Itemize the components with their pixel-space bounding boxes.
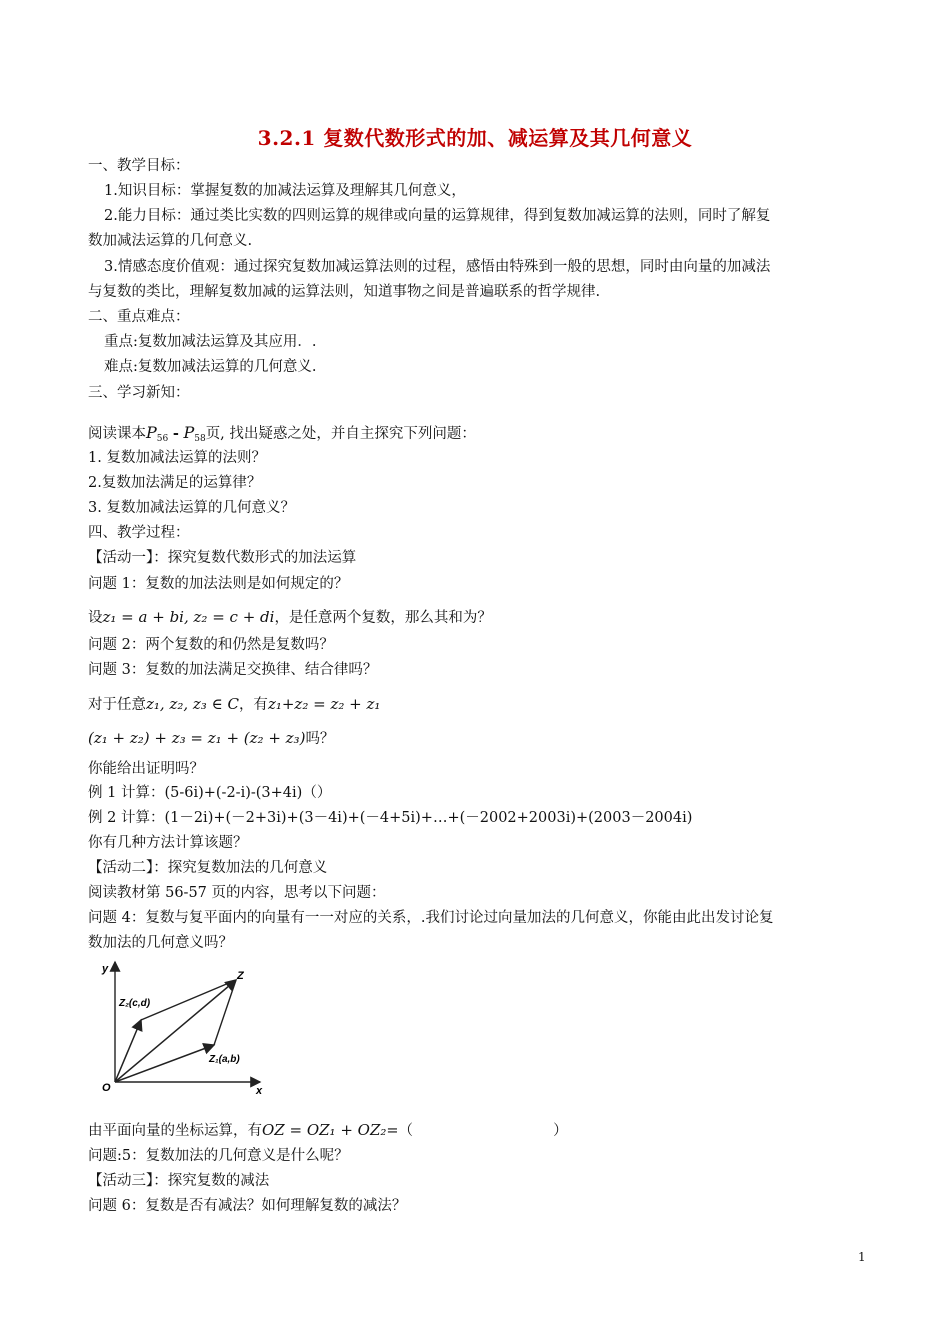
- formula-oz: OZ = OZ₁ + OZ₂: [262, 1121, 387, 1139]
- complex-addition-figure: [88, 958, 266, 1100]
- problem-5: 问题:5：复数加法的几何意义是什么呢？: [88, 1148, 349, 1164]
- activity-2-heading: 【活动二】：探究复数加法的几何意义: [88, 860, 328, 876]
- study-question-1: 1. 复数加减法运算的法则？: [88, 450, 266, 466]
- example-2: 例 2 计算：(1－2i)+(－2+3i)+(3－4i)+(－4+5i)+…+(－2002+2003i)+(2003－2004i): [88, 810, 693, 826]
- vector-oz1: [115, 1045, 214, 1082]
- key-point: 重点:复数加减法运算及其应用．.: [104, 334, 317, 350]
- difficulty: 难点:复数加减法运算的几何意义.: [104, 359, 317, 375]
- page-number: 1: [858, 1250, 866, 1264]
- reading-assignment: 阅读课本$P_{56} - P_{58}$页, 找出疑惑之处，并自主探究下列问题：: [88, 423, 476, 444]
- formula-commutative: z₁+z₂ = z₂ + z₁: [267, 695, 381, 713]
- y-axis-label: y: [102, 963, 109, 975]
- problem-3: 问题 3：复数的加法满足交换律、结合律吗？: [88, 662, 378, 678]
- goal-3-line-1: 3.情感态度价值观：通过探究复数加减运算法则的过程，感悟由特殊到一般的思想，同时由向量的加减法: [104, 259, 771, 275]
- problem-1: 问题 1：复数的加法法则是如何规定的？: [88, 576, 349, 592]
- sum-definition: 设z₁ = a + bi, z₂ = c + di，是任意两个复数，那么其和为？: [88, 608, 492, 626]
- side-z2-z: [141, 980, 236, 1020]
- section-heading-key: 二、重点难点：: [88, 309, 190, 325]
- goal-3-line-2: 与复数的类比，理解复数加减的运算法则，知道事物之间是普遍联系的哲学规律.: [88, 284, 601, 300]
- vector-oz: [115, 980, 236, 1082]
- section-heading-goals: 一、教学目标：: [88, 158, 190, 174]
- origin-label: O: [102, 1082, 111, 1094]
- methods-question: 你有几种方法计算该题？: [88, 835, 248, 851]
- goal-2-line-1: 2.能力目标：通过类比实数的四则运算的规律或向量的运算规律，得到复数加减运算的法则，同时了解复: [104, 208, 771, 224]
- goal-1: 1.知识目标：掌握复数的加减法运算及理解其几何意义，: [104, 183, 466, 199]
- problem-6: 问题 6：复数是否有减法？如何理解复数的减法？: [88, 1198, 407, 1214]
- associative-law: (z₁ + z₂) + z₃ = z₁ + (z₂ + z₃)吗？: [88, 729, 335, 747]
- problem-4-line-1: 问题 4：复数与复平面内的向量有一一对应的关系，.我们讨论过向量加法的几何意义，你能由此出发讨论复: [88, 910, 774, 926]
- x-axis-label: x: [256, 1085, 263, 1097]
- section-heading-study: 三、学习新知：: [88, 385, 190, 401]
- goal-2-line-2: 数加减法运算的几何意义.: [88, 233, 253, 249]
- coordinate-operation: 由平面向量的坐标运算，有OZ = OZ₁ + OZ₂=（ ）: [88, 1121, 568, 1139]
- example-1: 例 1 计算：(5-6i)+(-2-i)-(3+4i)（）: [88, 785, 332, 801]
- formula-associative: (z₁ + z₂) + z₃ = z₁ + (z₂ + z₃): [88, 729, 306, 747]
- commutative-law: 对于任意z₁, z₂, z₃ ∈ C，有z₁+z₂ = z₂ + z₁: [88, 695, 381, 713]
- activity-3-heading: 【活动三】：探究复数的减法: [88, 1173, 270, 1189]
- problem-2: 问题 2：两个复数的和仍然是复数吗？: [88, 637, 334, 653]
- study-question-2: 2.复数加法满足的运算律？: [88, 475, 262, 491]
- section-heading-process: 四、教学过程：: [88, 525, 190, 541]
- proof-question: 你能给出证明吗？: [88, 761, 204, 777]
- activity-1-heading: 【活动一】：探究复数代数形式的加法运算: [88, 550, 357, 566]
- point-z2-label: Z₂(c,d): [119, 998, 151, 1009]
- formula-z1-z2: z₁ = a + bi, z₂ = c + di: [102, 608, 275, 626]
- study-question-3: 3. 复数加减法运算的几何意义？: [88, 500, 295, 516]
- problem-4-line-2: 数加法的几何意义吗？: [88, 935, 233, 951]
- formula-set-c: z₁, z₂, z₃ ∈ C: [146, 695, 239, 713]
- vector-oz2: [115, 1020, 141, 1082]
- page-title: 3.2.1 复数代数形式的加、减运算及其几何意义: [257, 126, 693, 150]
- point-z-label: Z: [237, 970, 244, 982]
- point-z1-label: Z₁(a,b): [209, 1054, 240, 1065]
- reading-2: 阅读教材第 56-57 页的内容，思考以下问题：: [88, 885, 386, 901]
